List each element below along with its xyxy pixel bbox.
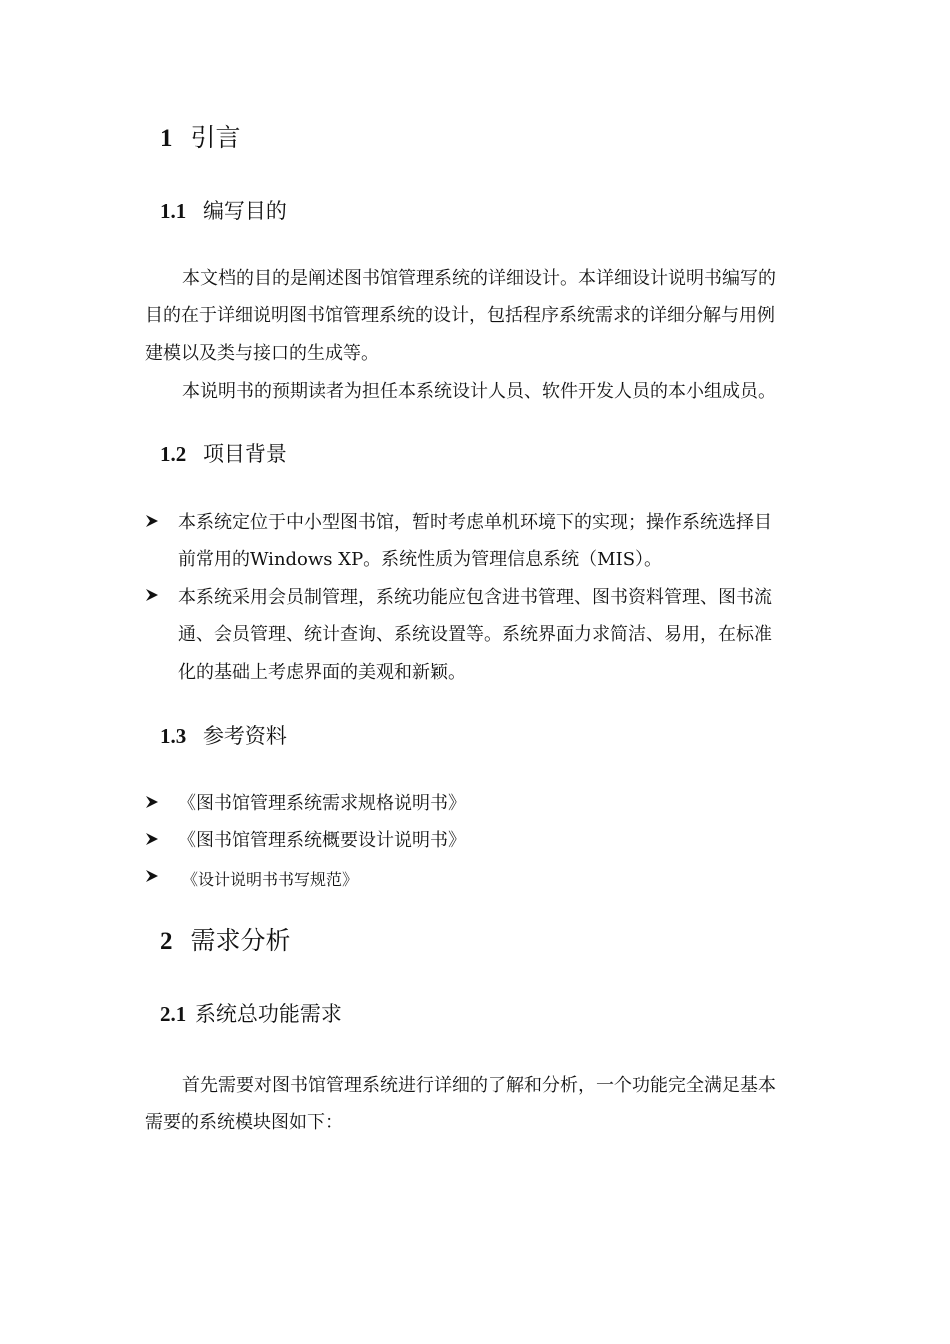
reference-item: 《设计说明书书写规范》: [182, 870, 359, 889]
bullet-line: 化的基础上考虑界面的美观和新颖。: [178, 662, 466, 683]
heading-title: 参考资料: [202, 724, 287, 748]
heading-number: 1.3: [160, 724, 187, 748]
heading-title: 系统总功能需求: [194, 1002, 342, 1026]
heading-2: [160, 921, 290, 957]
heading-title: 项目背景: [202, 442, 287, 466]
bullet-line: 本系统采用会员制管理，系统功能应包含进书管理、图书资料管理、图书流: [178, 587, 772, 608]
heading-title: 编写目的: [202, 199, 287, 223]
paragraph-line: 本文档的目的是阐述图书馆管理系统的详细设计。本详细设计说明书编写的: [182, 268, 776, 289]
arrowhead-bullet-icon: [145, 832, 159, 846]
heading-title: 引言: [190, 123, 241, 152]
paragraph-line: 本说明书的预期读者为担任本系统设计人员、软件开发人员的本小组成员。: [182, 381, 776, 402]
heading-title: 需求分析: [190, 926, 291, 955]
paragraph-line: 需要的系统模块图如下：: [145, 1112, 343, 1133]
bullet-line: 通、会员管理、统计查询、系统设置等。系统界面力求简洁、易用，在标准: [178, 624, 772, 645]
paragraph-line: 目的在于详细说明图书馆管理系统的设计，包括程序系统需求的详细分解与用例: [145, 305, 775, 326]
heading-1-3: [160, 720, 287, 750]
heading-number: 1.1: [160, 199, 187, 223]
heading-2-1: [160, 998, 342, 1028]
paragraph-line: 建模以及类与接口的生成等。: [145, 343, 379, 364]
heading-number: 2: [160, 928, 173, 955]
heading-number: 1: [160, 125, 173, 152]
heading-number: 1.2: [160, 442, 187, 466]
arrowhead-bullet-icon: [145, 795, 159, 809]
bullet-line: 前常用的Windows XP。系统性质为管理信息系统（MIS）。: [178, 549, 663, 570]
paragraph-line: 首先需要对图书馆管理系统进行详细的了解和分析，一个功能完全满足基本: [182, 1075, 776, 1096]
heading-1: [160, 118, 240, 154]
reference-item: 《图书馆管理系统需求规格说明书》: [178, 793, 466, 814]
arrowhead-bullet-icon: [145, 869, 159, 883]
heading-1-2: [160, 438, 287, 468]
reference-item: 《图书馆管理系统概要设计说明书》: [178, 830, 466, 851]
heading-1-1: [160, 195, 287, 225]
arrowhead-bullet-icon: [145, 588, 159, 602]
bullet-line: 本系统定位于中小型图书馆，暂时考虑单机环境下的实现；操作系统选择目: [178, 512, 772, 533]
arrowhead-bullet-icon: [145, 514, 159, 528]
heading-number: 2.1: [160, 1002, 187, 1026]
